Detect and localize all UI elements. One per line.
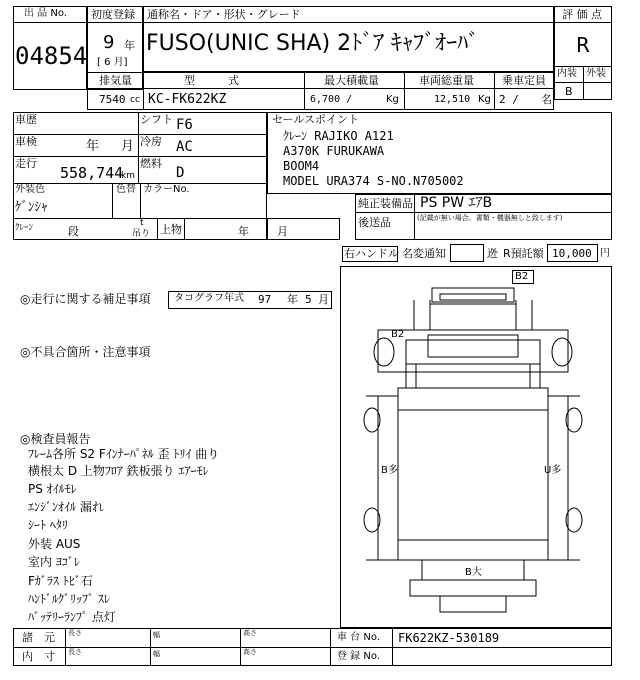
color-label: 外装色 bbox=[15, 184, 45, 195]
model-label: 型 式 bbox=[184, 74, 239, 87]
r-price-label: R預託額 bbox=[503, 247, 544, 260]
gross-weight-label: 車両総重量 bbox=[419, 74, 474, 87]
inspector-line: ｴﾝｼﾞﾝｵｲﾙ 漏れ bbox=[28, 500, 104, 514]
shift-label: シフト bbox=[140, 113, 173, 126]
name-change-box bbox=[450, 244, 484, 262]
shift: F6 bbox=[176, 117, 193, 133]
history-label: 車歴 bbox=[15, 113, 37, 126]
displacement: 7540 bbox=[99, 93, 126, 106]
inspector-line: ﾊﾞｯﾃﾘｰﾗﾝﾌﾟ 点灯 bbox=[28, 610, 116, 624]
tacho-year-unit: 年 bbox=[287, 293, 298, 306]
travel-remarks-label: ◎走行に関する補足事項 bbox=[20, 292, 151, 306]
inspector-report-label: ◎検査員報告 bbox=[20, 432, 91, 446]
registration-label: 登 録 No. bbox=[337, 651, 380, 662]
score-label: 評 価 点 bbox=[562, 8, 602, 21]
first-registration-year: 9 bbox=[103, 32, 115, 53]
exterior-score-label: 外装 bbox=[586, 68, 606, 79]
tacho-month: 5 bbox=[305, 293, 312, 306]
ac-label: 冷房 bbox=[140, 135, 162, 148]
gross-weight-unit: Kg bbox=[478, 94, 491, 105]
interior-height-label: 高さ bbox=[243, 648, 257, 656]
fuel: D bbox=[176, 165, 185, 181]
capacity-label: 乗車定員 bbox=[502, 74, 546, 87]
displacement-unit: cc bbox=[130, 95, 140, 105]
inspector-line: Fｶﾞﾗｽ ﾄﾋﾞ石 bbox=[28, 574, 93, 588]
color-no-label: 色替 bbox=[116, 184, 136, 195]
interior-dim-label: 内 寸 bbox=[22, 650, 55, 663]
inspection-year-unit: 年 bbox=[86, 139, 100, 154]
inspector-line: ﾊﾝﾄﾞﾙｸﾞﾘｯﾌﾟ ｽﾚ bbox=[28, 592, 110, 606]
inspector-line: 横根太 D 上物ﾌﾛｱ 鉄板張り ｴｱｰﾓﾚ bbox=[28, 464, 209, 478]
inspection-month-unit: 月 bbox=[121, 139, 135, 154]
mark-b-large-rear-label: B大 bbox=[465, 567, 482, 578]
vehicle-name: FUSO(UNIC SHA) 2ﾄﾞｱ ｷｬﾌﾞｵｰﾊﾞ bbox=[146, 31, 480, 56]
mark-b-many-left-label: B多 bbox=[381, 465, 398, 476]
genuine-equipment: PS PW ｴｱB bbox=[420, 195, 493, 211]
right-hand-drive-label: 右ハンドル bbox=[344, 247, 399, 260]
tacho-label: タコグラフ年式 bbox=[174, 293, 244, 304]
inspector-line: 外装 AUS bbox=[28, 537, 81, 551]
name-change-label: 名変通知 bbox=[402, 247, 446, 260]
fuel-label: 燃料 bbox=[140, 157, 162, 170]
interior-score-label: 内装 bbox=[557, 68, 577, 79]
max-load: 6,700 / bbox=[310, 94, 353, 105]
interior-width-label: 幅 bbox=[153, 650, 160, 658]
color: ｹﾞﾝｼｬ bbox=[15, 200, 48, 215]
mileage: 558,744 bbox=[60, 164, 124, 182]
sales-points-label: セールスポイント bbox=[272, 113, 360, 126]
bad-label: 迯 bbox=[487, 247, 498, 260]
max-load-label: 最大積載量 bbox=[324, 74, 379, 87]
inspector-line: 室内 ﾖｺﾞﾚ bbox=[28, 555, 80, 569]
crane-t-unit: t bbox=[140, 218, 144, 228]
mileage-unit: km bbox=[121, 171, 135, 181]
upper-label: 上物 bbox=[160, 223, 182, 236]
sales-point-line: BOOM4 bbox=[283, 159, 320, 173]
first-registration-year-unit: 年 bbox=[124, 39, 135, 52]
genuine-equipment-label: 純正装備品 bbox=[358, 197, 413, 210]
max-load-unit: Kg bbox=[386, 94, 399, 105]
defects-label: ◎不具合箇所・注意事項 bbox=[20, 345, 151, 359]
inspector-line: ﾌﾚｰﾑ各所 S2 Fｲﾝﾅｰﾊﾟﾈﾙ 歪 ﾄﾘｲ 曲り bbox=[28, 447, 220, 461]
model: KC-FK622KZ bbox=[148, 92, 227, 107]
crane-label: ｸﾚｰﾝ bbox=[15, 223, 34, 233]
spec-label: 諸 元 bbox=[22, 631, 55, 644]
interior-length-label: 長さ bbox=[68, 648, 82, 656]
gross-weight: 12,510 bbox=[434, 94, 471, 105]
crane-hang-unit: 吊り bbox=[132, 229, 151, 239]
first-registration-label: 初度登録 bbox=[91, 8, 135, 21]
sales-point-line: A370K FURUKAWA bbox=[283, 144, 385, 158]
mark-b2-cab-label: B2 bbox=[391, 329, 405, 340]
sales-point-line: MODEL URA374 S-NO.N705002 bbox=[283, 174, 464, 188]
aftermarket-label: 後送品 bbox=[358, 216, 391, 229]
mark-u-many-right-label: U多 bbox=[544, 465, 562, 476]
r-price: 10,000 bbox=[552, 247, 592, 260]
color-code-label: カラーNo. bbox=[143, 184, 190, 195]
width-label: 幅 bbox=[153, 631, 160, 639]
upper-month-unit: 月 bbox=[277, 225, 288, 238]
chassis-label: 車 台 No. bbox=[337, 632, 380, 643]
lot-number: 04854 bbox=[15, 42, 88, 70]
height-label: 高さ bbox=[243, 629, 257, 637]
r-price-unit: 円 bbox=[600, 248, 610, 259]
tacho-year: 97 bbox=[258, 293, 272, 306]
vehicle-name-label: 通称名・ドア・形状・グレード bbox=[147, 8, 301, 21]
mark-b2-top-label: B2 bbox=[515, 271, 529, 282]
ac: AC bbox=[176, 139, 193, 155]
mileage-label: 走行 bbox=[15, 157, 37, 170]
displacement-label: 排気量 bbox=[99, 74, 132, 87]
aftermarket-note: (記載が無い場合、書類・機器無しと致します) bbox=[417, 214, 563, 222]
upper-year-unit: 年 bbox=[238, 225, 249, 238]
capacity-unit: 名 bbox=[541, 93, 552, 106]
capacity: 2 / bbox=[499, 93, 519, 106]
sales-point-line: ｸﾚｰﾝ RAJIKO A121 bbox=[283, 129, 394, 143]
inspector-line: ｼｰﾄ ﾍﾀﾘ bbox=[28, 518, 68, 532]
tacho-month-unit: 月 bbox=[318, 293, 329, 306]
crane-stage-unit: 段 bbox=[68, 225, 79, 238]
chassis-number: FK622KZ-530189 bbox=[398, 631, 500, 645]
lot-number-label: 出 品 No. bbox=[24, 8, 67, 19]
inspector-line: PS ｵｲﾙﾓﾚ bbox=[28, 482, 77, 496]
first-registration-month: [ 6 月] bbox=[97, 57, 128, 68]
score-value: R bbox=[576, 33, 590, 57]
interior-score: B bbox=[565, 85, 573, 98]
inspection-label: 車検 bbox=[15, 135, 37, 148]
length-label: 長さ bbox=[68, 629, 82, 637]
